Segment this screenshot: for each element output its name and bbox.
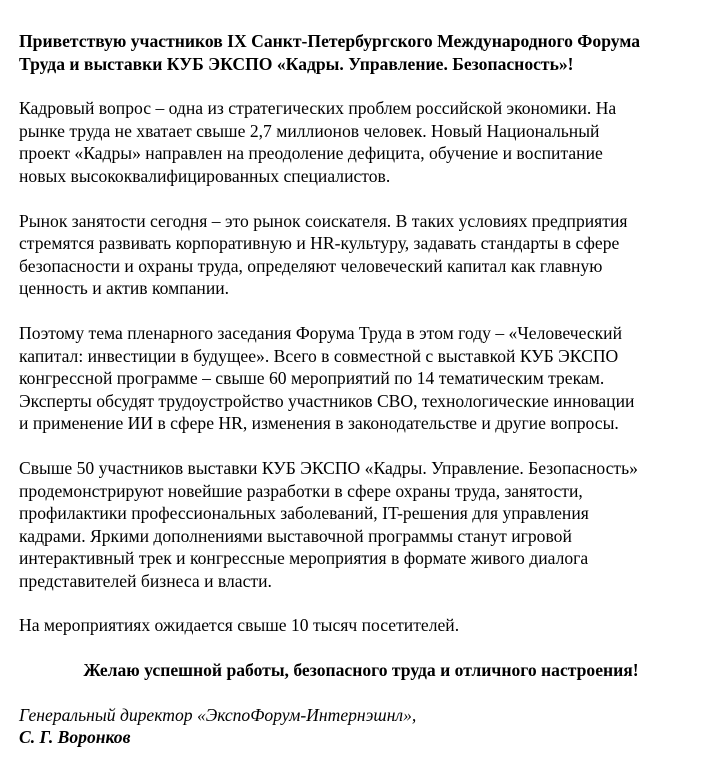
text-line: кадрами. Яркими дополнениями выставочной программы станут игровой <box>19 525 572 546</box>
text-line: стремятся развивать корпоративную и HR-культуру, задавать стандарты в сфере <box>19 233 620 254</box>
paragraph-plenary-theme <box>19 322 721 435</box>
paragraph-staffing <box>19 97 721 187</box>
text-line: профилактики профессиональных заболеваний, IT-решения для управления <box>19 503 589 524</box>
text-line: Рынок занятости сегодня – это рынок соискателя. В таких условиях предприятия <box>19 210 628 231</box>
text-line: Поэтому тема пленарного заседания Форума Труда в этом году – «Человеческий <box>19 322 623 343</box>
text-line: проект «Кадры» направлен на преодоление дефицита, обучение и воспитание <box>19 143 603 164</box>
letter <box>19 30 721 749</box>
text-line: интерактивный трек и конгрессные мероприятия в формате живого диалога <box>19 548 589 569</box>
text-line: ценность и актив компании. <box>19 278 230 299</box>
paragraph-visitors <box>19 614 721 637</box>
signature-name: С. Г. Воронков <box>19 727 131 748</box>
text-line: безопасности и охраны труда, определяют человеческий капитал как главную <box>19 255 603 276</box>
text-line: Кадровый вопрос – одна из стратегических проблем российской экономики. На <box>19 98 617 119</box>
text-line: Эксперты обсудят трудоустройство участников СВО, технологические инновации <box>19 390 635 411</box>
text-line: конгрессной программе – свыше 60 мероприятий по 14 тематическим трекам. <box>19 368 605 389</box>
text-line: продемонстрируют новейшие разработки в сфере охраны труда, занятости, <box>19 480 583 501</box>
greeting-line: Труда и выставки КУБ ЭКСПО «Кадры. Управление. Безопасность»! <box>19 53 574 74</box>
text-line: На мероприятиях ожидается свыше 10 тысяч посетителей. <box>19 615 460 636</box>
signature-block <box>19 704 721 749</box>
text-line: и применение ИИ в сфере HR, изменения в законодательстве и другие вопросы. <box>19 413 619 434</box>
text-line: новых высококвалифицированных специалистов. <box>19 165 391 186</box>
paragraph-exhibition <box>19 457 721 593</box>
paragraph-employment-market <box>19 210 721 300</box>
text-line: Свыше 50 участников выставки КУБ ЭКСПО «Кадры. Управление. Безопасность» <box>19 457 638 478</box>
text-line: рынке труда не хватает свыше 2,7 миллионов человек. Новый Национальный <box>19 120 600 141</box>
signature-role: Генеральный директор «ЭкспоФорум-Интернэшнл», <box>19 704 417 725</box>
text-line: представителей бизнеса и власти. <box>19 570 272 591</box>
closing-wish: Желаю успешной работы, безопасного труда и отличного настроения! <box>83 660 639 681</box>
greeting-line: Приветствую участников IX Санкт-Петербургского Международного Форума <box>19 31 640 51</box>
text-line: капитал: инвестиции в будущее». Всего в совместной с выставкой КУБ ЭКСПО <box>19 345 619 366</box>
greeting-heading <box>19 30 721 75</box>
